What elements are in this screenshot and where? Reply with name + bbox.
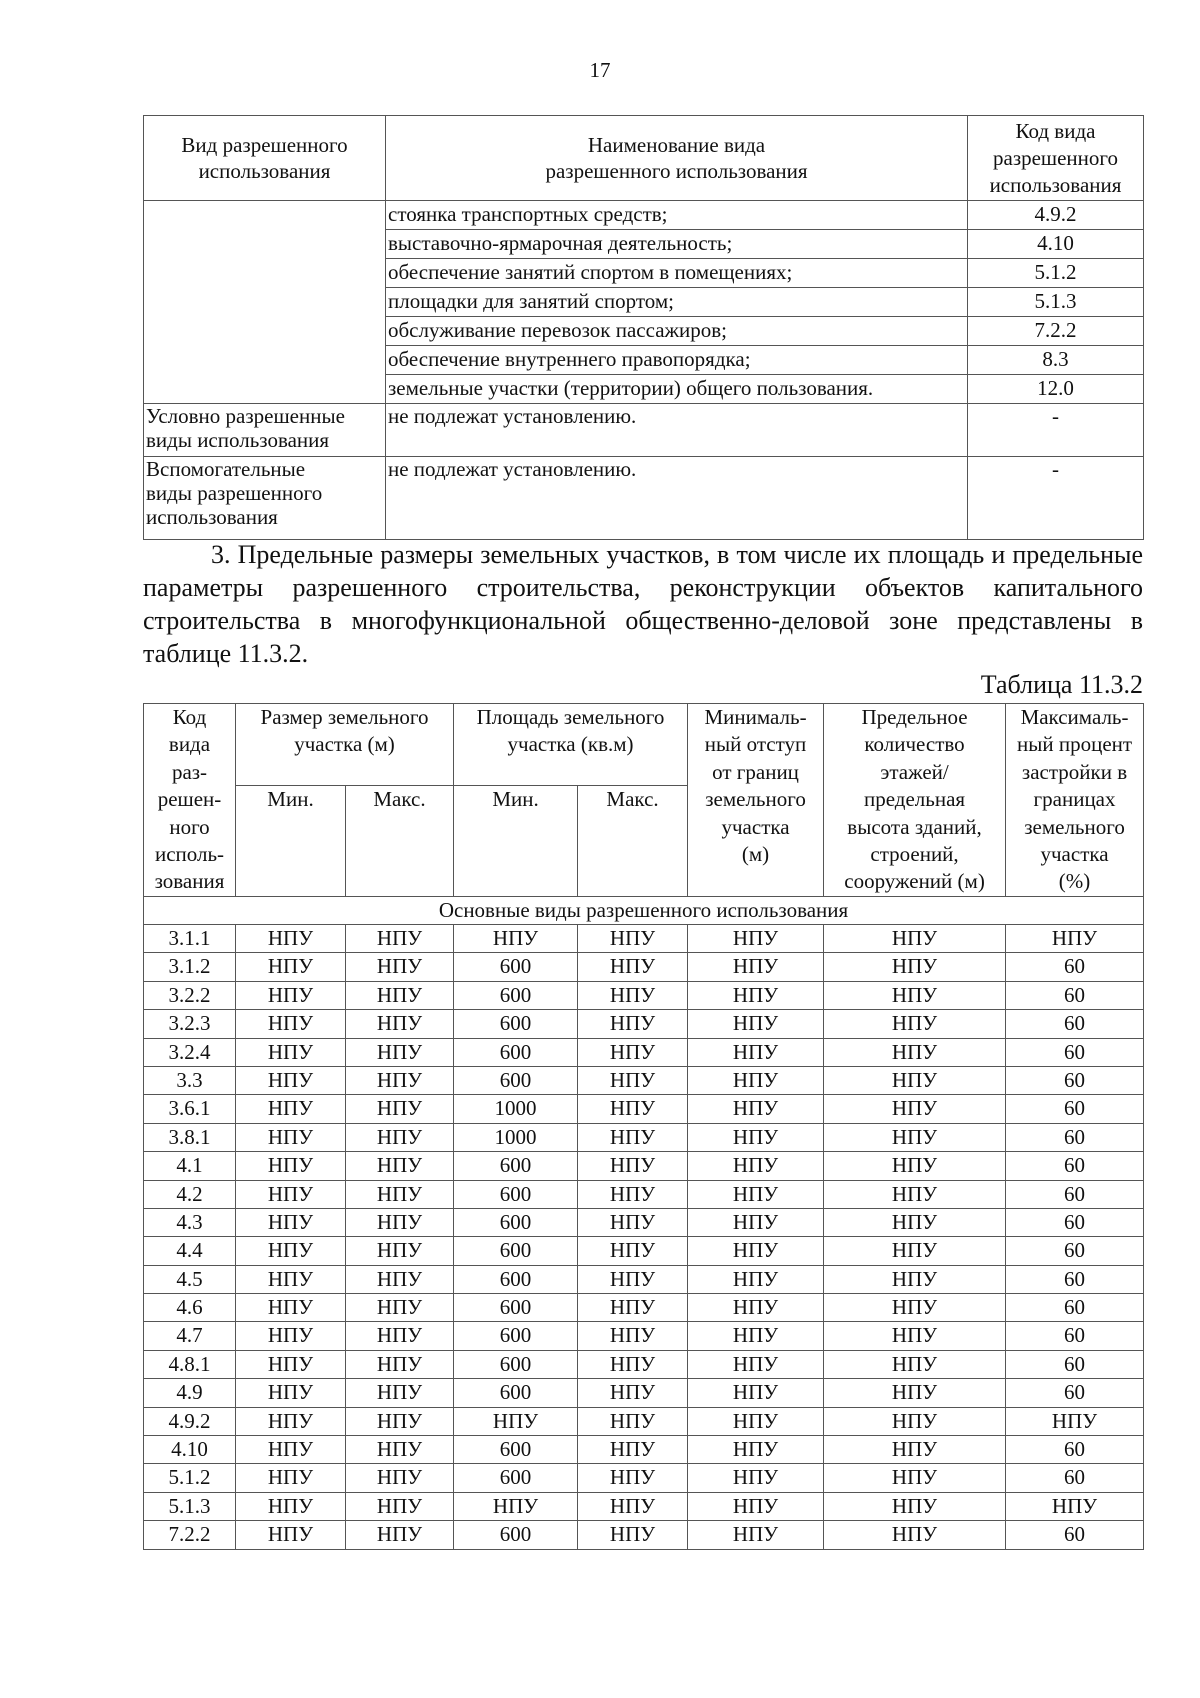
size-max-cell: НПУ xyxy=(346,1265,454,1293)
page-number: 17 xyxy=(589,58,611,82)
floors-cell: НПУ xyxy=(824,1294,1006,1322)
area-min-cell: НПУ xyxy=(454,925,578,953)
area-min-cell: 1000 xyxy=(454,1123,578,1151)
header-max-percent-line: застройки в xyxy=(1021,759,1128,784)
size-min-cell: НПУ xyxy=(236,1123,346,1151)
max-percent-cell: 60 xyxy=(1006,1294,1144,1322)
table-row xyxy=(144,1010,1144,1038)
floors-cell: НПУ xyxy=(824,1265,1006,1293)
size-max-cell: НПУ xyxy=(346,1208,454,1236)
code-cell: 3.3 xyxy=(144,1066,236,1094)
code-cell: 3.6.1 xyxy=(144,1095,236,1123)
area-max-cell: НПУ xyxy=(578,1180,688,1208)
code-cell: 7.2.2 xyxy=(144,1521,236,1549)
auxiliary-use-type-line: Вспомогательные xyxy=(146,457,306,481)
size-max-cell: НПУ xyxy=(346,1350,454,1378)
area-max-cell: НПУ xyxy=(578,1322,688,1350)
max-percent-cell: 60 xyxy=(1006,1038,1144,1066)
code-cell: 4.2 xyxy=(144,1180,236,1208)
header-use-code-line: использования xyxy=(989,172,1122,197)
size-min-cell: НПУ xyxy=(236,1407,346,1435)
auxiliary-use-row xyxy=(144,457,1144,540)
auxiliary-use-type-line: использования xyxy=(146,505,278,529)
size-min-cell: НПУ xyxy=(236,1010,346,1038)
floors-cell: НПУ xyxy=(824,1010,1006,1038)
size-min-cell: НПУ xyxy=(236,1066,346,1094)
area-min-cell: 600 xyxy=(454,1010,578,1038)
area-max-cell: НПУ xyxy=(578,1379,688,1407)
header-max-percent xyxy=(1006,704,1144,897)
area-max-cell: НПУ xyxy=(578,1521,688,1549)
size-max-cell: НПУ xyxy=(346,1237,454,1265)
area-max-cell: НПУ xyxy=(578,981,688,1009)
size-max-cell: НПУ xyxy=(346,1464,454,1492)
header-code-line: зования xyxy=(154,869,225,894)
header-min-distance xyxy=(688,704,824,897)
code-cell: 4.4 xyxy=(144,1237,236,1265)
code-cell: 4.9 xyxy=(144,1379,236,1407)
size-min-cell: НПУ xyxy=(236,981,346,1009)
min-distance-cell: НПУ xyxy=(688,1492,824,1520)
conditional-use-name: не подлежат установлению. xyxy=(386,404,968,457)
area-min-cell: 600 xyxy=(454,981,578,1009)
use-name-cell: выставочно-ярмарочная деятельность; xyxy=(386,230,968,259)
table-row xyxy=(144,1294,1144,1322)
size-min-cell: НПУ xyxy=(236,1436,346,1464)
area-max-cell: НПУ xyxy=(578,1237,688,1265)
table-row xyxy=(144,1265,1144,1293)
area-max-cell: НПУ xyxy=(578,1492,688,1520)
min-distance-cell: НПУ xyxy=(688,1180,824,1208)
main-use-type-cell xyxy=(144,201,386,404)
max-percent-cell: 60 xyxy=(1006,1180,1144,1208)
use-name-cell: стоянка транспортных средств; xyxy=(386,201,968,230)
code-cell: 3.2.4 xyxy=(144,1038,236,1066)
use-code-cell: 4.10 xyxy=(968,230,1144,259)
conditional-use-row xyxy=(144,404,1144,457)
auxiliary-use-type xyxy=(144,457,386,540)
min-distance-cell: НПУ xyxy=(688,1379,824,1407)
area-min-cell: 600 xyxy=(454,1180,578,1208)
area-max-cell: НПУ xyxy=(578,1010,688,1038)
table-row xyxy=(144,1066,1144,1094)
area-min-cell: 600 xyxy=(454,1237,578,1265)
size-min-cell: НПУ xyxy=(236,925,346,953)
table-row xyxy=(144,953,1144,981)
size-max-cell: НПУ xyxy=(346,1379,454,1407)
header-max-percent-line: границах xyxy=(1033,787,1116,812)
table2-body xyxy=(144,925,1144,1550)
code-cell: 3.2.2 xyxy=(144,981,236,1009)
area-min-cell: НПУ xyxy=(454,1407,578,1435)
area-max-cell: НПУ xyxy=(578,1407,688,1435)
size-max-cell: НПУ xyxy=(346,1123,454,1151)
min-distance-cell: НПУ xyxy=(688,1095,824,1123)
header-use-name-line: Наименование вида xyxy=(587,133,766,157)
floors-cell: НПУ xyxy=(824,1095,1006,1123)
size-min-cell: НПУ xyxy=(236,1350,346,1378)
min-distance-cell: НПУ xyxy=(688,1038,824,1066)
area-min-cell: 600 xyxy=(454,1208,578,1236)
table-row xyxy=(144,1180,1144,1208)
header-floors-line: количество xyxy=(864,732,965,757)
size-max-cell: НПУ xyxy=(346,1492,454,1520)
area-max-cell: НПУ xyxy=(578,1038,688,1066)
min-distance-cell: НПУ xyxy=(688,1265,824,1293)
header-code-line: раз- xyxy=(171,759,208,784)
header-max-percent-line: земельного xyxy=(1024,814,1125,839)
header-floors-line: этажей/ xyxy=(880,759,949,784)
table-row xyxy=(144,1237,1144,1265)
area-min-cell: 600 xyxy=(454,953,578,981)
max-percent-cell: 60 xyxy=(1006,1350,1144,1378)
header-area-max: Макс. xyxy=(578,786,688,897)
auxiliary-use-name: не подлежат установлению. xyxy=(386,457,968,540)
code-cell: 4.1 xyxy=(144,1152,236,1180)
size-min-cell: НПУ xyxy=(236,1265,346,1293)
area-min-cell: 600 xyxy=(454,1322,578,1350)
area-min-cell: 600 xyxy=(454,1265,578,1293)
size-min-cell: НПУ xyxy=(236,1521,346,1549)
use-code-cell: 12.0 xyxy=(968,375,1144,404)
header-code-line: ного xyxy=(169,814,210,839)
floors-cell: НПУ xyxy=(824,1521,1006,1549)
floors-cell: НПУ xyxy=(824,1492,1006,1520)
header-use-code-line: разрешенного xyxy=(993,145,1118,170)
use-name-cell: земельные участки (территории) общего пользования. xyxy=(386,375,968,404)
body-paragraph xyxy=(143,538,1143,670)
header-use-name xyxy=(386,116,968,201)
size-max-cell: НПУ xyxy=(346,1066,454,1094)
max-percent-cell: 60 xyxy=(1006,1464,1144,1492)
max-percent-cell: НПУ xyxy=(1006,1492,1144,1520)
max-percent-cell: 60 xyxy=(1006,1265,1144,1293)
max-percent-cell: 60 xyxy=(1006,981,1144,1009)
header-size-min: Мин. xyxy=(236,786,346,897)
size-min-cell: НПУ xyxy=(236,1322,346,1350)
code-cell: 4.7 xyxy=(144,1322,236,1350)
table-row xyxy=(144,1095,1144,1123)
code-cell: 3.1.2 xyxy=(144,953,236,981)
use-name-cell: площадки для занятий спортом; xyxy=(386,288,968,317)
header-plot-area xyxy=(454,704,688,786)
table-row xyxy=(144,1038,1144,1066)
use-name-cell: обеспечение внутреннего правопорядка; xyxy=(386,346,968,375)
table-row xyxy=(144,1436,1144,1464)
area-min-cell: 600 xyxy=(454,1152,578,1180)
area-max-cell: НПУ xyxy=(578,1294,688,1322)
min-distance-cell: НПУ xyxy=(688,1464,824,1492)
floors-cell: НПУ xyxy=(824,925,1006,953)
floors-cell: НПУ xyxy=(824,1237,1006,1265)
floors-cell: НПУ xyxy=(824,1180,1006,1208)
code-cell: 4.10 xyxy=(144,1436,236,1464)
floors-cell: НПУ xyxy=(824,1407,1006,1435)
min-distance-cell: НПУ xyxy=(688,1123,824,1151)
header-floors-line: Предельное xyxy=(861,705,968,729)
min-distance-cell: НПУ xyxy=(688,1350,824,1378)
size-max-cell: НПУ xyxy=(346,1436,454,1464)
table-row xyxy=(144,1322,1144,1350)
header-max-percent-line: (%) xyxy=(1058,869,1091,894)
header-min-distance-line: Минималь- xyxy=(704,705,807,729)
header-use-code-line: Код вида xyxy=(1015,118,1096,143)
size-min-cell: НПУ xyxy=(236,1208,346,1236)
table-row xyxy=(144,925,1144,953)
max-percent-cell: 60 xyxy=(1006,1208,1144,1236)
header-plot-size-line: Размер земельного xyxy=(260,705,429,729)
header-area-min: Мин. xyxy=(454,786,578,897)
area-min-cell: 1000 xyxy=(454,1095,578,1123)
size-max-cell: НПУ xyxy=(346,953,454,981)
permitted-use-table xyxy=(143,115,1144,540)
header-use-type-line: Вид разрешенного xyxy=(181,133,348,157)
size-max-cell: НПУ xyxy=(346,1180,454,1208)
conditional-use-type-line: виды использования xyxy=(146,428,330,452)
size-max-cell: НПУ xyxy=(346,1038,454,1066)
floors-cell: НПУ xyxy=(824,1436,1006,1464)
header-code-line: Код xyxy=(172,705,207,729)
paragraph-text: 3. Предельные размеры земельных участков, в том числе их площадь и предельные параметры разрешенного строительства, реконструкции объектов капитального строительства в многофункциональной общественно-деловой зоне представлены в таблице 11.3.2. xyxy=(143,540,1143,668)
floors-cell: НПУ xyxy=(824,1322,1006,1350)
area-max-cell: НПУ xyxy=(578,1350,688,1378)
area-min-cell: НПУ xyxy=(454,1492,578,1520)
table-row xyxy=(144,1208,1144,1236)
max-percent-cell: 60 xyxy=(1006,1237,1144,1265)
header-floors-line: строений, xyxy=(870,842,959,867)
floors-cell: НПУ xyxy=(824,953,1006,981)
header-plot-size-line: участка (м) xyxy=(294,732,395,757)
floors-cell: НПУ xyxy=(824,1152,1006,1180)
header-code xyxy=(144,704,236,897)
area-min-cell: 600 xyxy=(454,1066,578,1094)
size-min-cell: НПУ xyxy=(236,1294,346,1322)
table2-header-row xyxy=(144,704,1144,786)
code-cell: 5.1.2 xyxy=(144,1464,236,1492)
area-max-cell: НПУ xyxy=(578,1095,688,1123)
header-code-line: решен- xyxy=(157,787,222,812)
code-cell: 5.1.3 xyxy=(144,1492,236,1520)
code-cell: 3.8.1 xyxy=(144,1123,236,1151)
size-max-cell: НПУ xyxy=(346,1010,454,1038)
section-row xyxy=(144,897,1144,925)
code-cell: 3.2.3 xyxy=(144,1010,236,1038)
area-max-cell: НПУ xyxy=(578,1066,688,1094)
header-use-type-line: использования xyxy=(198,159,331,183)
header-plot-area-line: Площадь земельного xyxy=(476,705,665,729)
header-min-distance-line: (м) xyxy=(741,842,770,867)
size-max-cell: НПУ xyxy=(346,1322,454,1350)
min-distance-cell: НПУ xyxy=(688,1237,824,1265)
use-code-cell: 5.1.2 xyxy=(968,259,1144,288)
size-min-cell: НПУ xyxy=(236,1237,346,1265)
min-distance-cell: НПУ xyxy=(688,1521,824,1549)
header-use-name-line: разрешенного использования xyxy=(545,159,808,183)
use-code-cell: 4.9.2 xyxy=(968,201,1144,230)
conditional-use-type xyxy=(144,404,386,457)
use-name-cell: обслуживание перевозок пассажиров; xyxy=(386,317,968,346)
min-distance-cell: НПУ xyxy=(688,981,824,1009)
table-row xyxy=(144,1152,1144,1180)
use-code-cell: 5.1.3 xyxy=(968,288,1144,317)
table1-header-row xyxy=(144,116,1144,201)
size-max-cell: НПУ xyxy=(346,1095,454,1123)
max-percent-cell: 60 xyxy=(1006,1521,1144,1549)
area-max-cell: НПУ xyxy=(578,1464,688,1492)
min-distance-cell: НПУ xyxy=(688,1322,824,1350)
max-percent-cell: 60 xyxy=(1006,1010,1144,1038)
use-name-cell: обеспечение занятий спортом в помещениях; xyxy=(386,259,968,288)
min-distance-cell: НПУ xyxy=(688,925,824,953)
code-cell: 4.9.2 xyxy=(144,1407,236,1435)
size-min-cell: НПУ xyxy=(236,1379,346,1407)
min-distance-cell: НПУ xyxy=(688,1010,824,1038)
code-cell: 4.8.1 xyxy=(144,1350,236,1378)
min-distance-cell: НПУ xyxy=(688,1066,824,1094)
min-distance-cell: НПУ xyxy=(688,1152,824,1180)
table-row xyxy=(144,1492,1144,1520)
code-cell: 4.6 xyxy=(144,1294,236,1322)
floors-cell: НПУ xyxy=(824,1066,1006,1094)
header-code-line: вида xyxy=(168,732,211,757)
size-max-cell: НПУ xyxy=(346,1294,454,1322)
min-distance-cell: НПУ xyxy=(688,1208,824,1236)
code-cell: 4.5 xyxy=(144,1265,236,1293)
section-title: Основные виды разрешенного использования xyxy=(144,897,1144,925)
header-min-distance-line: участка xyxy=(721,814,790,839)
area-min-cell: 600 xyxy=(454,1038,578,1066)
header-min-distance-line: земельного xyxy=(705,787,806,812)
header-min-distance-line: от границ xyxy=(712,759,799,784)
size-min-cell: НПУ xyxy=(236,1038,346,1066)
max-percent-cell: НПУ xyxy=(1006,925,1144,953)
size-min-cell: НПУ xyxy=(236,1152,346,1180)
header-plot-size xyxy=(236,704,454,786)
header-code-line: исполь- xyxy=(154,842,225,867)
table-row xyxy=(144,1407,1144,1435)
area-max-cell: НПУ xyxy=(578,1208,688,1236)
area-min-cell: 600 xyxy=(454,1464,578,1492)
max-percent-cell: 60 xyxy=(1006,1379,1144,1407)
size-min-cell: НПУ xyxy=(236,1180,346,1208)
floors-cell: НПУ xyxy=(824,1379,1006,1407)
use-code-cell: 8.3 xyxy=(968,346,1144,375)
area-min-cell: 600 xyxy=(454,1521,578,1549)
area-min-cell: 600 xyxy=(454,1436,578,1464)
size-max-cell: НПУ xyxy=(346,925,454,953)
size-max-cell: НПУ xyxy=(346,1152,454,1180)
size-min-cell: НПУ xyxy=(236,953,346,981)
header-floors-line: сооружений (м) xyxy=(844,869,985,894)
min-distance-cell: НПУ xyxy=(688,953,824,981)
plot-parameters-table xyxy=(143,703,1144,1550)
header-min-distance-line: ный отступ xyxy=(704,732,807,757)
floors-cell: НПУ xyxy=(824,1208,1006,1236)
area-max-cell: НПУ xyxy=(578,925,688,953)
header-floors-line: предельная xyxy=(864,787,966,812)
area-max-cell: НПУ xyxy=(578,1265,688,1293)
area-min-cell: 600 xyxy=(454,1350,578,1378)
area-max-cell: НПУ xyxy=(578,1436,688,1464)
max-percent-cell: 60 xyxy=(1006,1322,1144,1350)
table-row xyxy=(144,201,1144,230)
floors-cell: НПУ xyxy=(824,981,1006,1009)
table-row xyxy=(144,1379,1144,1407)
max-percent-cell: 60 xyxy=(1006,1066,1144,1094)
header-size-max: Макс. xyxy=(346,786,454,897)
conditional-use-type-line: Условно разрешенные xyxy=(146,404,345,428)
header-use-code xyxy=(968,116,1144,201)
floors-cell: НПУ xyxy=(824,1123,1006,1151)
min-distance-cell: НПУ xyxy=(688,1294,824,1322)
table-row xyxy=(144,1123,1144,1151)
auxiliary-use-code: - xyxy=(968,457,1144,540)
floors-cell: НПУ xyxy=(824,1464,1006,1492)
max-percent-cell: 60 xyxy=(1006,1436,1144,1464)
max-percent-cell: 60 xyxy=(1006,1152,1144,1180)
header-use-type xyxy=(144,116,386,201)
max-percent-cell: НПУ xyxy=(1006,1407,1144,1435)
floors-cell: НПУ xyxy=(824,1350,1006,1378)
code-cell: 4.3 xyxy=(144,1208,236,1236)
header-floors-line: высота зданий, xyxy=(847,814,982,839)
table-row xyxy=(144,981,1144,1009)
header-max-percent-line: ный процент xyxy=(1017,732,1133,757)
max-percent-cell: 60 xyxy=(1006,1095,1144,1123)
size-max-cell: НПУ xyxy=(346,1521,454,1549)
size-min-cell: НПУ xyxy=(236,1464,346,1492)
floors-cell: НПУ xyxy=(824,1038,1006,1066)
code-cell: 3.1.1 xyxy=(144,925,236,953)
header-floors xyxy=(824,704,1006,897)
table-row xyxy=(144,1464,1144,1492)
table-row xyxy=(144,1521,1144,1549)
area-min-cell: 600 xyxy=(454,1379,578,1407)
header-max-percent-line: Максималь- xyxy=(1020,705,1129,729)
table-caption: Таблица 11.3.2 xyxy=(980,670,1143,699)
auxiliary-use-type-line: виды разрешенного xyxy=(146,481,323,505)
min-distance-cell: НПУ xyxy=(688,1407,824,1435)
area-min-cell: 600 xyxy=(454,1294,578,1322)
size-max-cell: НПУ xyxy=(346,1407,454,1435)
use-code-cell: 7.2.2 xyxy=(968,317,1144,346)
header-max-percent-line: участка xyxy=(1040,842,1109,867)
max-percent-cell: 60 xyxy=(1006,953,1144,981)
area-max-cell: НПУ xyxy=(578,953,688,981)
max-percent-cell: 60 xyxy=(1006,1123,1144,1151)
size-min-cell: НПУ xyxy=(236,1095,346,1123)
area-max-cell: НПУ xyxy=(578,1152,688,1180)
min-distance-cell: НПУ xyxy=(688,1436,824,1464)
header-plot-area-line: участка (кв.м) xyxy=(507,732,634,757)
area-max-cell: НПУ xyxy=(578,1123,688,1151)
size-min-cell: НПУ xyxy=(236,1492,346,1520)
conditional-use-code: - xyxy=(968,404,1144,457)
size-max-cell: НПУ xyxy=(346,981,454,1009)
table-row xyxy=(144,1350,1144,1378)
